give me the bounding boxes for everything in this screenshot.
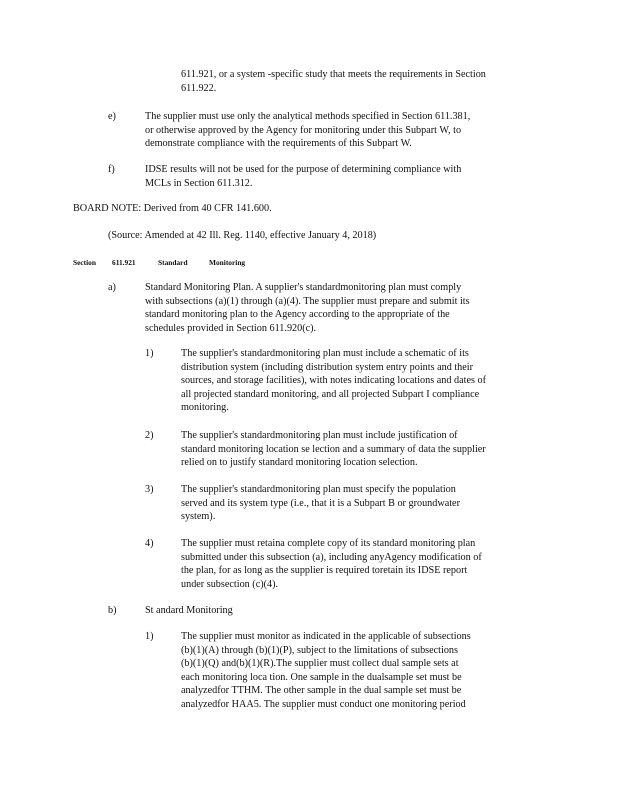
item-e-marker: e) [108, 111, 116, 122]
text-line: with subsections (a)(1) through (a)(4). The supplier must prepare and submit its [145, 295, 470, 307]
b-1-marker: 1) [145, 631, 154, 642]
subsection-b-marker: b) [108, 605, 117, 616]
text-line: The supplier must monitor as indicated in the applicable of subsections [181, 631, 471, 642]
a-2-paragraph [181, 429, 486, 470]
text-line: The supplier's standardmonitoring plan must specify the population [181, 484, 456, 495]
text-line: sources, and storage facilities), with notes indicating locations and dates of [181, 375, 486, 387]
item-e-paragraph [145, 110, 470, 151]
text-line: schedules provided in Section 611.920(c). [145, 322, 317, 334]
text-line: or otherwise approved by the Agency for monitoring under this Subpart W, to [145, 124, 462, 136]
text-line: each monitoring loca tion. One sample in the dualsample set must be [181, 671, 462, 683]
b-1-paragraph [181, 630, 471, 712]
text-line: (b)(1)(A) through (b)(1)(P), subject to the limitations of subsections [181, 644, 458, 656]
text-line: 611.921, or a system -specific study that meets the requirements in Section [181, 69, 486, 80]
text-line: served and its system type (i.e., that it is a Subpart B or groundwater [181, 497, 460, 509]
section-title-word-2: Monitoring [209, 258, 246, 267]
text-line: MCLs in Section 611.312. [145, 177, 253, 189]
text-line: the plan, for as long as the supplier is required toretain its IDSE report [181, 565, 468, 577]
continuation-paragraph [181, 68, 486, 95]
text-line: system). [181, 511, 216, 523]
text-line: relied on to justify standard monitoring location selection. [181, 457, 418, 469]
a-3-paragraph [181, 483, 460, 524]
text-line: The supplier must retaina complete copy of its standard monitoring plan [181, 538, 476, 549]
subsection-b-title: St andard Monitoring [145, 605, 233, 616]
text-line: The supplier's standardmonitoring plan must include justification of [181, 430, 458, 441]
text-line: (b)(1)(Q) and(b)(1)(R).The supplier must collect dual sample sets at [181, 658, 459, 670]
a-2-marker: 2) [145, 430, 154, 441]
text-line: distribution system (including distribution system entry points and their [181, 361, 474, 373]
text-line: standard monitoring plan to the Agency according to the appropriate of the [145, 309, 450, 321]
subsection-a-paragraph [145, 281, 470, 335]
board-note: BOARD NOTE: Derived from 40 CFR 141.600. [73, 203, 272, 214]
text-line: 611.922. [181, 82, 217, 94]
text-line: analyzedfor TTHM. The other sample in the dual sample set must be [181, 685, 462, 697]
item-f-paragraph [145, 163, 461, 190]
text-line: under subsection (c)(4). [181, 578, 279, 590]
text-line: monitoring. [181, 402, 229, 414]
text-line: Standard Monitoring Plan. A supplier's standardmonitoring plan must comply [145, 282, 462, 293]
text-line: standard monitoring location se lection and a summary of data the supplier [181, 443, 486, 455]
a-4-marker: 4) [145, 538, 154, 549]
a-4-paragraph [181, 537, 482, 591]
item-f-marker: f) [108, 164, 115, 175]
a-1-paragraph [181, 347, 486, 415]
text-line: IDSE results will not be used for the purpose of determining compliance with [145, 164, 462, 175]
text-line: analyzedfor HAA5. The supplier must conduct one monitoring period [181, 698, 466, 710]
section-title-word-1: Standard [158, 258, 188, 267]
section-number: 611.921 [112, 258, 136, 267]
a-1-marker: 1) [145, 348, 154, 359]
source-note: (Source: Amended at 42 Ill. Reg. 1140, effective January 4, 2018) [108, 230, 377, 241]
a-3-marker: 3) [145, 484, 154, 495]
text-line: The supplier must use only the analytical methods specified in Section 611.381, [145, 111, 471, 122]
text-line: The supplier's standardmonitoring plan must include a schematic of its [181, 348, 469, 359]
subsection-a-marker: a) [108, 282, 116, 293]
section-label: Section [73, 258, 96, 267]
text-line: demonstrate compliance with the requirements of this Subpart W. [145, 138, 412, 150]
text-line: all projected standard monitoring, and all projected Subpart I compliance [181, 388, 480, 400]
text-line: submitted under this subsection (a), including anyAgency modification of [181, 551, 482, 563]
